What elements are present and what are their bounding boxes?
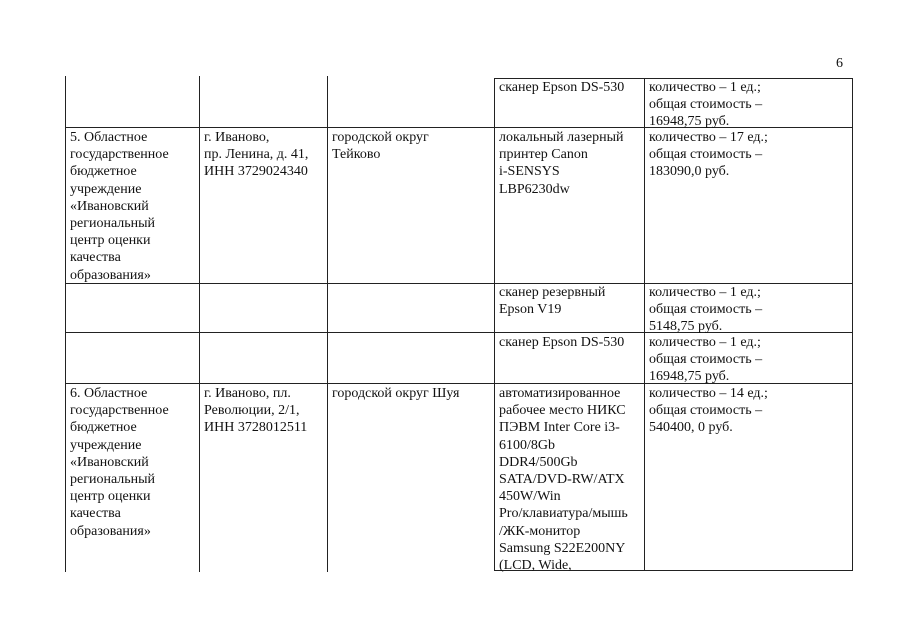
table-border: [327, 76, 328, 572]
table-border: [199, 76, 200, 572]
table-cell-quantity: количество – 14 ед.; общая стоимость – 540400, 0 руб.: [649, 386, 768, 436]
table-cell-equipment: автоматизированное рабочее место НИКС ПЭВМ Inter Core i3- 6100/8Gb DDR4/500Gb SATA/DVD-RW/ATX 450W/Win Pro/клавиатура/мышь /ЖК-монитор Samsung S22E200NY (LCD, Wide,: [499, 386, 628, 574]
table-cell-quantity: количество – 1 ед.; общая стоимость – 16948,75 руб.: [649, 80, 763, 130]
table-border: [852, 78, 853, 571]
table-cell-equipment: сканер Epson DS-530: [499, 80, 625, 95]
page-number: 6: [836, 56, 843, 71]
table-cell-quantity: количество – 1 ед.; общая стоимость – 5148,75 руб.: [649, 285, 763, 335]
table-cell-org: 5. Областное государственное бюджетное учреждение «Ивановский региональный центр оценки качества образования»: [70, 130, 169, 283]
table-cell-address: г. Иваново, пл. Революции, 2/1, ИНН 3728012511: [204, 386, 308, 436]
table-cell-address: г. Иваново, пр. Ленина, д. 41, ИНН 3729024340: [204, 130, 309, 180]
table-border: [644, 78, 645, 571]
table-cell-district: городской округ Шуя: [332, 386, 460, 401]
table-cell-equipment: сканер Epson DS-530: [499, 335, 625, 350]
table-cell-equipment: сканер резервный Epson V19: [499, 285, 606, 318]
table-border: [65, 76, 66, 572]
table-border: [494, 78, 495, 571]
table-cell-quantity: количество – 17 ед.; общая стоимость – 183090,0 руб.: [649, 130, 768, 180]
table-cell-equipment: локальный лазерный принтер Canon i-SENSYS LBP6230dw: [499, 130, 624, 197]
table-cell-district: городской округ Тейково: [332, 130, 429, 163]
table-cell-org: 6. Областное государственное бюджетное учреждение «Ивановский региональный центр оценки качества образования»: [70, 386, 169, 539]
table-cell-quantity: количество – 1 ед.; общая стоимость – 16948,75 руб.: [649, 335, 763, 385]
